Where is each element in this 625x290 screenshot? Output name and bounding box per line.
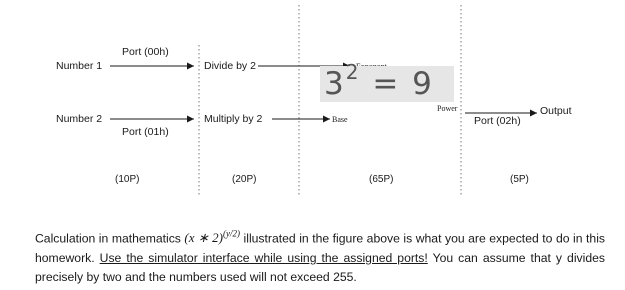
power-result: = 9 (372, 66, 434, 102)
points-output: (5P) (510, 174, 529, 185)
formula-base: (x ∗ 2) (184, 230, 224, 246)
port-02h-label: Port (02h) (474, 115, 521, 127)
multiply-label: Multiply by 2 (204, 113, 263, 125)
power-exponent: 2 (345, 60, 361, 84)
base-label: Base (332, 115, 348, 124)
formula (184, 230, 240, 245)
divide-label: Divide by 2 (204, 60, 256, 72)
port-01h-label: Port (01h) (122, 126, 169, 138)
power-base: 3 (324, 66, 346, 102)
number2-label: Number 2 (56, 113, 103, 125)
desc-text-3: You can assume that y divides precisely by two and the numbers used will not exceed 255. (35, 250, 605, 285)
desc-underlined: Use the simulator interface while using the assigned ports! (99, 250, 428, 265)
output-label: Output (540, 105, 572, 117)
formula-exponent: (y/2) (223, 229, 241, 239)
points-power: (65P) (369, 174, 394, 185)
port-00h-label: Port (00h) (122, 46, 169, 58)
description (35, 225, 605, 288)
power-label: Power (437, 104, 458, 113)
number1-label: Number 1 (56, 60, 103, 72)
desc-text-1: Calculation in mathematics (35, 231, 185, 246)
points-operations: (20P) (232, 174, 257, 185)
desc-text-2: illustrated in the figure above is what you are expected to do in this homework. (35, 231, 605, 265)
power-example (324, 60, 434, 104)
points-input: (10P) (115, 174, 140, 185)
